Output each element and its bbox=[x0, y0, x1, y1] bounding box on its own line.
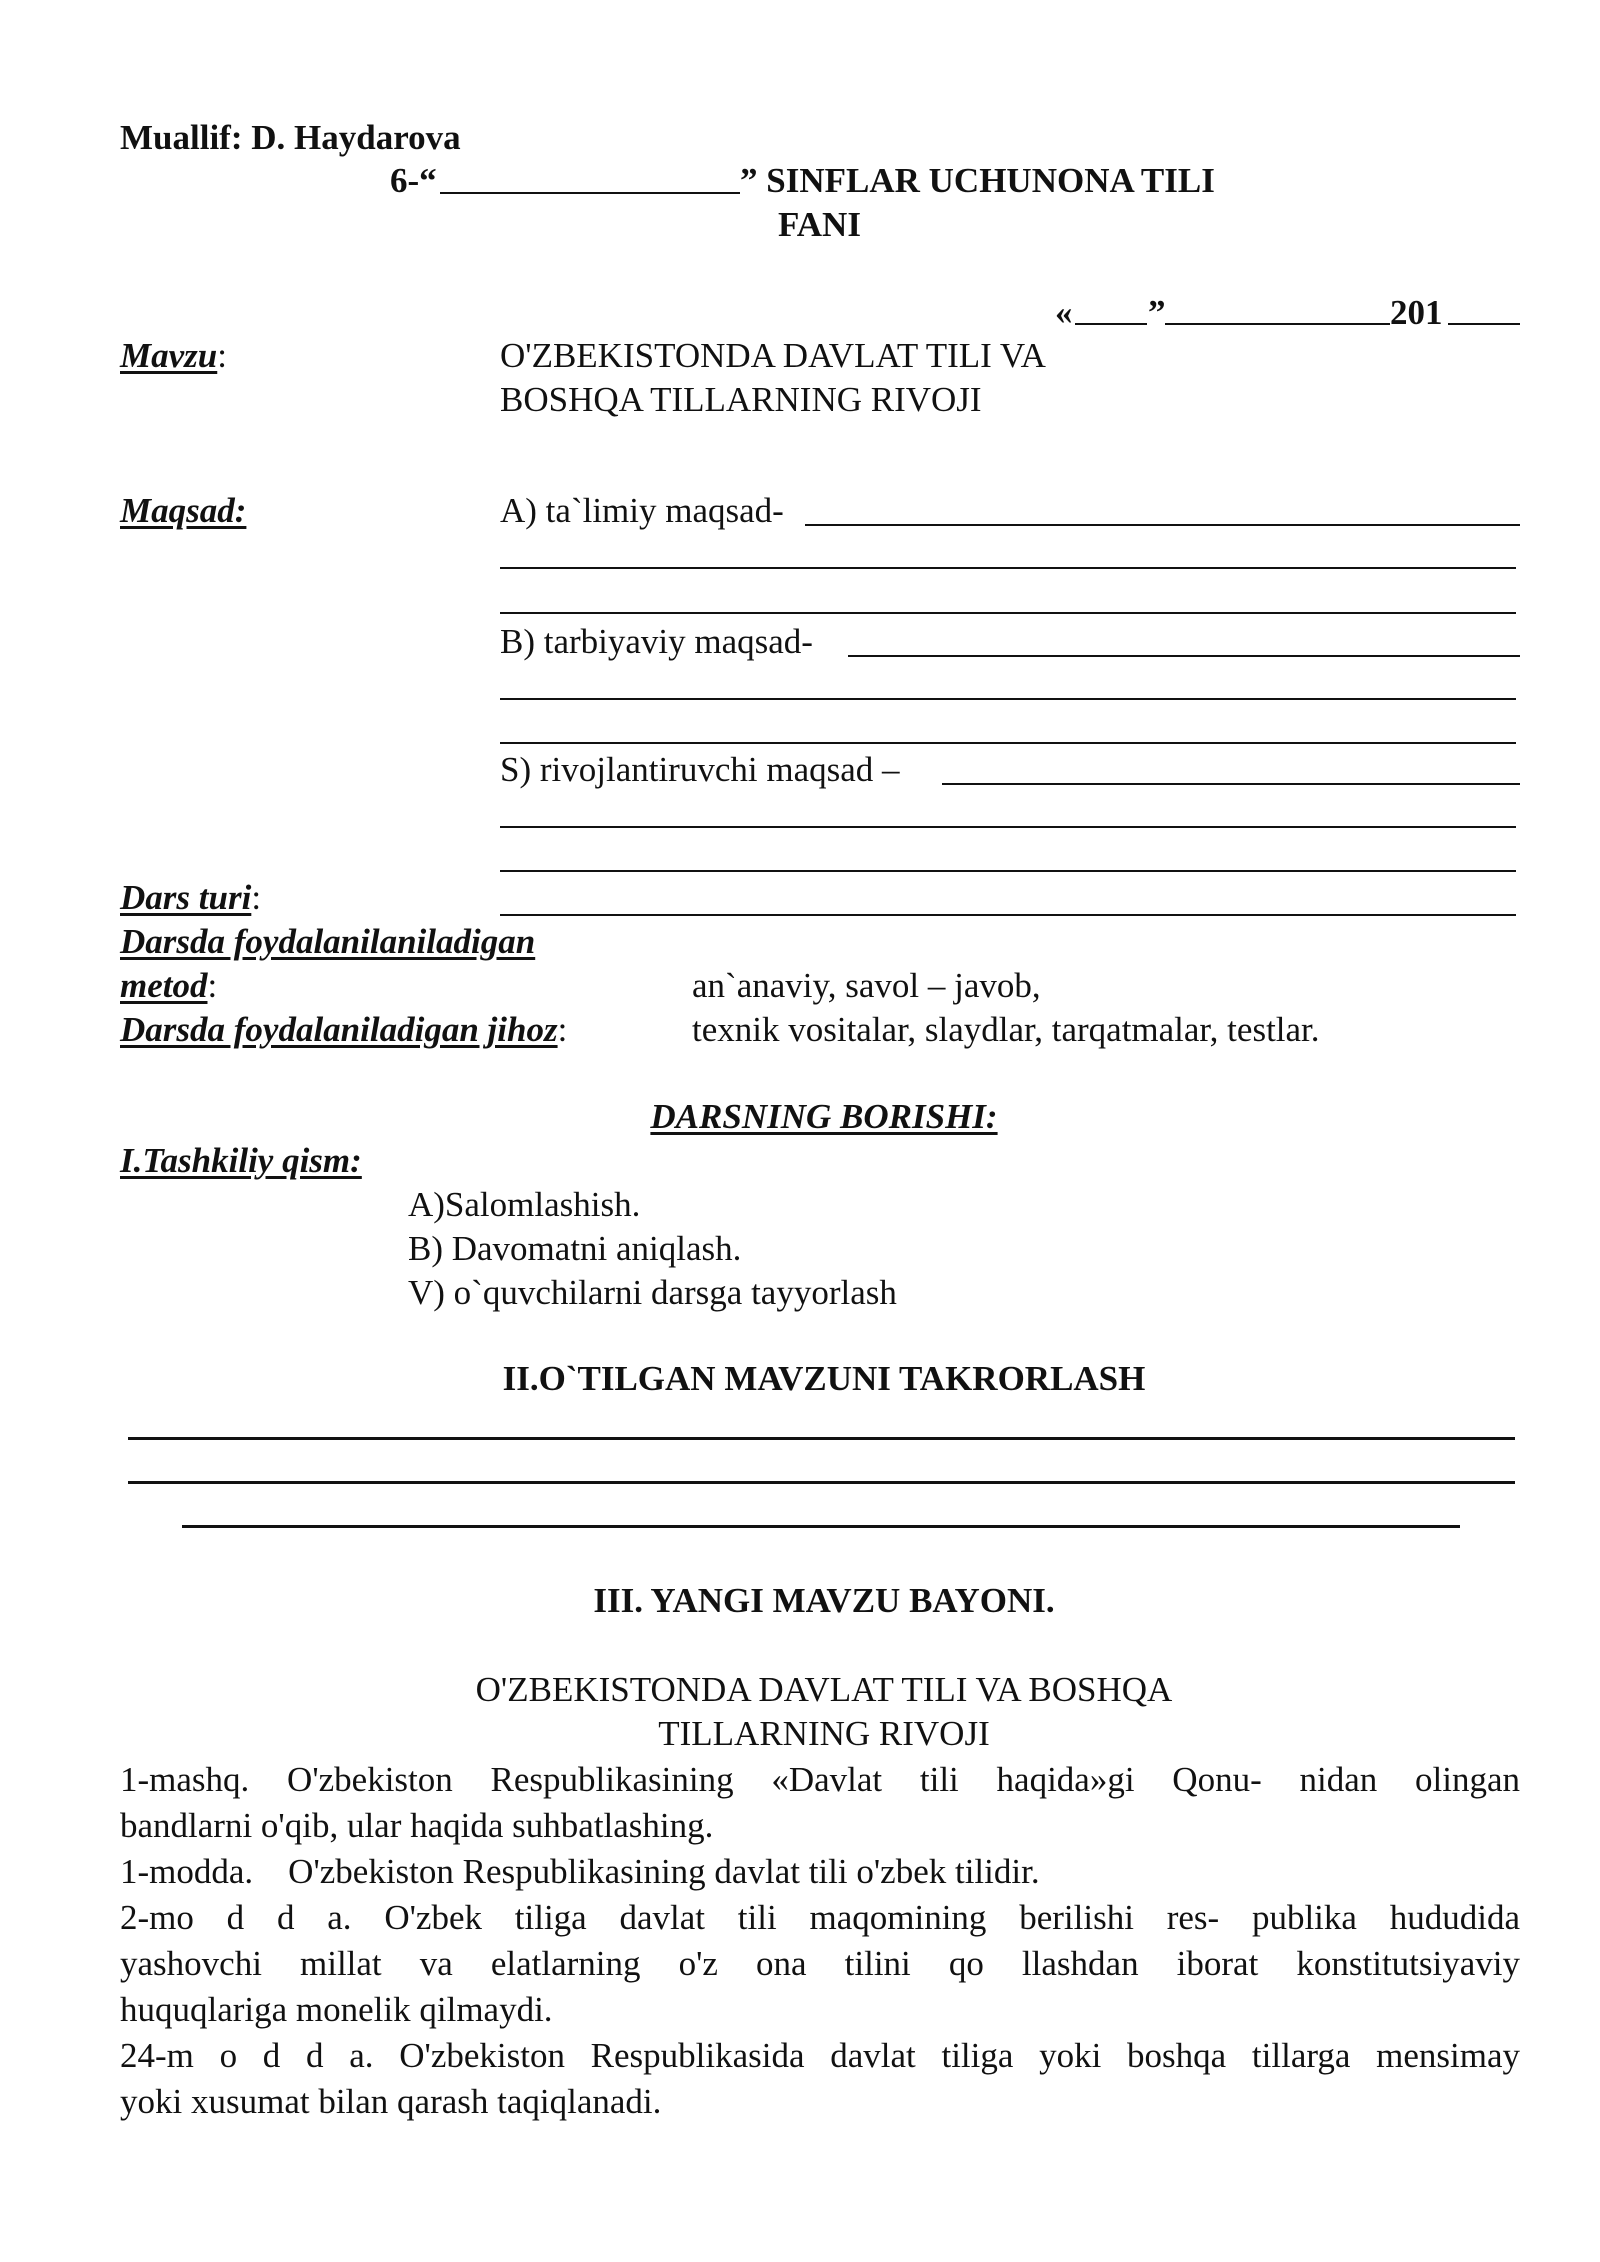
class-line-2: FANI bbox=[778, 205, 861, 244]
modda-2-line-2: yashovchi millat va elatlarning o'z ona tilini qo llashdan iborat konstitutsiyaviy bbox=[120, 1944, 1520, 1983]
maqsad-s-blank bbox=[942, 783, 1520, 785]
mavzu-colon: : bbox=[217, 336, 227, 375]
topic-title-line2: TILLARNING RIVOJI bbox=[658, 1714, 990, 1753]
metod-label-line1: Darsda foydalanilaniladigan bbox=[120, 922, 536, 961]
metod-label-row bbox=[120, 964, 217, 1008]
maqsad-b-blank-2 bbox=[500, 698, 1516, 700]
maqsad-label: Maqsad: bbox=[120, 491, 247, 530]
section2-blank-2 bbox=[128, 1481, 1515, 1484]
date-year: 201 bbox=[1390, 293, 1443, 332]
maqsad-a: A) ta`limiy maqsad- bbox=[500, 491, 784, 530]
jihoz-colon: : bbox=[557, 1010, 568, 1049]
maqsad-b-blank bbox=[848, 655, 1520, 657]
jihoz-label-row bbox=[120, 1008, 567, 1052]
section2-heading: II.O`TILGAN MAVZUNI TAKRORLASH bbox=[502, 1359, 1146, 1398]
metod-colon: : bbox=[207, 966, 218, 1005]
date-open-quote: « bbox=[1055, 293, 1073, 332]
section2-blank-3 bbox=[182, 1525, 1460, 1528]
date-year-blank bbox=[1448, 323, 1520, 325]
mavzu-value-line1: O'ZBEKISTONDA DAVLAT TILI VA bbox=[500, 336, 1046, 375]
class-line-prefix: 6-“ bbox=[390, 161, 437, 200]
section1-item-1: A)Salomlashish. bbox=[408, 1185, 641, 1224]
maqsad-b: B) tarbiyaviy maqsad- bbox=[500, 622, 813, 661]
exercise-line-1: 1-mashq. O'zbekiston Respublikasining «Davlat tili haqida»gi Qonu- nidan olingan bbox=[120, 1760, 1520, 1799]
jihoz-label: Darsda foydalaniladigan jihoz bbox=[120, 1010, 558, 1049]
dars-turi-label: Dars turi bbox=[120, 878, 252, 917]
jihoz-value: texnik vositalar, slaydlar, tarqatmalar, testlar. bbox=[692, 1010, 1320, 1049]
maqsad-s-blank-3 bbox=[500, 870, 1516, 872]
maqsad-a-blank-3 bbox=[500, 612, 1516, 614]
dars-turi-row bbox=[120, 876, 261, 920]
dars-turi-colon: : bbox=[251, 878, 262, 917]
maqsad-a-blank bbox=[805, 524, 1520, 526]
modda-2-line-3: huquqlariga monelik qilmaydi. bbox=[120, 1990, 553, 2029]
section1-label: I.Tashkiliy qism: bbox=[120, 1141, 362, 1180]
date-day-blank bbox=[1075, 323, 1147, 325]
maqsad-s: S) rivojlantiruvchi maqsad – bbox=[500, 750, 900, 789]
modda-24-line-2: yoki xusumat bilan qarash taqiqlanadi. bbox=[120, 2082, 662, 2121]
dars-turi-blank bbox=[500, 914, 1516, 916]
topic-title-line1: O'ZBEKISTONDA DAVLAT TILI VA BOSHQA bbox=[475, 1670, 1173, 1709]
metod-label-line2: metod bbox=[120, 966, 208, 1005]
modda-24-line-1: 24-m o d d a. O'zbekiston Respublikasida davlat tiliga yoki boshqa tillarga mensimay bbox=[120, 2036, 1520, 2075]
borishi-heading: DARSNING BORISHI: bbox=[650, 1097, 998, 1136]
maqsad-b-blank-3 bbox=[500, 742, 1516, 744]
date-close-quote: ” bbox=[1148, 293, 1166, 332]
date-month-blank bbox=[1165, 323, 1390, 325]
section1-item-2: B) Davomatni aniqlash. bbox=[408, 1229, 742, 1268]
class-blank-line bbox=[440, 192, 740, 194]
author-line: Muallif: D. Haydarova bbox=[120, 118, 461, 157]
class-line-suffix: ” SINFLAR UCHUNONA TILI bbox=[740, 161, 1215, 200]
mavzu-label: Mavzu bbox=[120, 336, 218, 375]
maqsad-s-blank-2 bbox=[500, 826, 1516, 828]
maqsad-a-blank-2 bbox=[500, 567, 1516, 569]
exercise-line-2: bandlarni o'qib, ular haqida suhbatlashing. bbox=[120, 1806, 714, 1845]
metod-value: an`anaviy, savol – javob, bbox=[692, 966, 1041, 1005]
section2-blank-1 bbox=[128, 1437, 1515, 1440]
section3-heading: III. YANGI MAVZU BAYONI. bbox=[593, 1581, 1055, 1620]
mavzu-label-row bbox=[120, 334, 227, 378]
modda-2-line-1: 2-mo d d a. O'zbek tiliga davlat tili maqomining berilishi res- publika hududida bbox=[120, 1898, 1520, 1937]
mavzu-value-line2: BOSHQA TILLARNING RIVOJI bbox=[500, 380, 982, 419]
section1-item-3: V) o`quvchilarni darsga tayyorlash bbox=[408, 1273, 897, 1312]
topic-body bbox=[120, 1757, 1520, 2125]
modda-1: 1-modda. O'zbekiston Respublikasining davlat tili o'zbek tilidir. bbox=[120, 1852, 1040, 1891]
